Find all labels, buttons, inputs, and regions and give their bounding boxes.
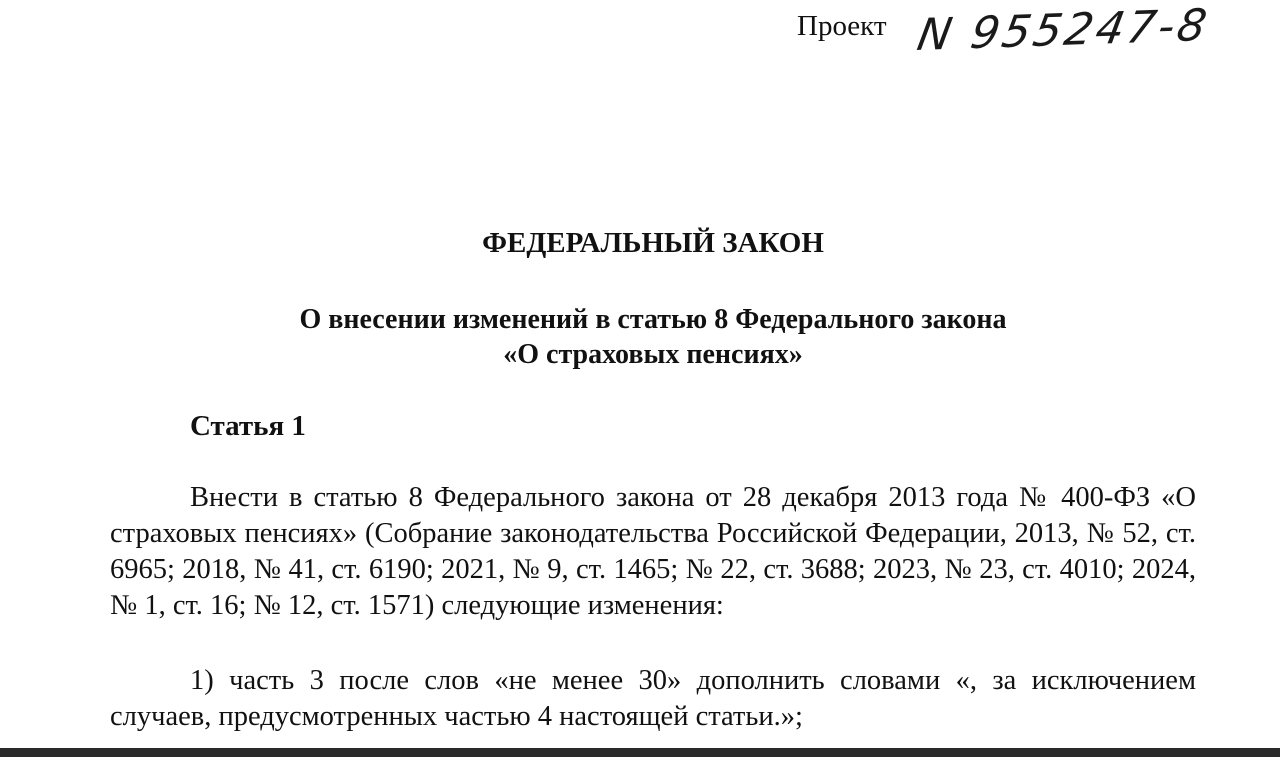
- law-title-line-2: «О страховых пенсиях»: [503, 339, 803, 370]
- article-intro-paragraph: Внести в статью 8 Федерального закона от 28 декабря 2013 года № 400-ФЗ «О страховых пенсиях» (Собрание законодательства Российской Федерации, 2013, № 52, ст. 6965; 2018, № 41, ст. 6190; 2021, № 9, ст. 1465; № 22, ст. 3688; 2023, № 23, ст. 4010; 2024, № 1, ст. 16; № 12, ст. 1571) следующие изменения:: [110, 482, 1196, 621]
- law-heading: ФЕДЕРАЛЬНЫЙ ЗАКОН: [482, 227, 824, 259]
- article-item-1: 1) часть 3 после слов «не менее 30» дополнить словами «, за исключением случаев, предусмотренных частью 4 настоящей статьи.»;: [110, 665, 1196, 732]
- law-title: [0, 302, 1280, 372]
- handwritten-project-number: N 955247-8: [913, 0, 1214, 61]
- project-label: Проект: [797, 10, 887, 42]
- law-title-line-1: О внесении изменений в статью 8 Федерального закона: [299, 304, 1007, 335]
- article-heading: Статья 1: [190, 410, 306, 442]
- bottom-edge-divider: [0, 748, 1280, 757]
